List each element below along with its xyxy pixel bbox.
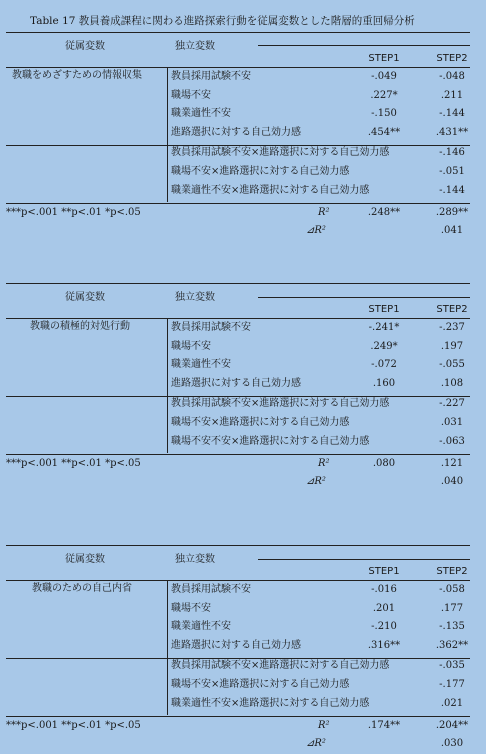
independent-variable: 職場不安×進路選択に対する自己効力感 (171, 679, 350, 690)
step1-coefficient: -.016 (371, 584, 397, 595)
significance-note: ***p<.001 **p<.01 *p<.05 (6, 458, 141, 470)
r2-step1: .080 (372, 458, 396, 470)
dv-header: 従属変数 (65, 554, 105, 565)
iv-header: 独立変数 (175, 41, 215, 52)
independent-variable: 職業適性不安 (171, 359, 231, 371)
step1-coefficient: -.241* (368, 322, 400, 333)
delta-r2-label: ⊿R² (306, 476, 326, 488)
step-header-rule (258, 45, 470, 46)
step2-header: STEP2 (436, 304, 468, 315)
r2-step2: .204** (435, 720, 469, 732)
r2-step1: .248** (367, 207, 401, 219)
step2-coefficient: -.144 (439, 108, 465, 120)
independent-variable: 職場不安 (171, 602, 211, 614)
table-top-rule (6, 545, 470, 546)
step2-header: STEP2 (436, 53, 468, 64)
table-top-rule (6, 283, 470, 284)
independent-variable: 進路選択に対する自己効力感 (171, 377, 301, 389)
step1-header: STEP1 (368, 304, 400, 315)
step2-coefficient: .031 (440, 417, 464, 428)
delta-r2-label: ⊿R² (306, 225, 326, 237)
step2-coefficient: .177 (440, 602, 464, 614)
step1-header: STEP1 (368, 566, 400, 577)
independent-variable: 教員採用試験不安×進路選択に対する自己効力感 (171, 147, 390, 159)
column-divider (167, 68, 168, 202)
r2-label: R² (318, 207, 330, 219)
step2-coefficient: -.055 (439, 359, 465, 371)
step1-coefficient: -.210 (371, 621, 397, 633)
step1-coefficient: -.150 (371, 108, 397, 120)
step2-coefficient: -.237 (439, 322, 465, 333)
step1-coefficient: .160 (372, 377, 396, 389)
step2-coefficient: -.144 (439, 184, 465, 196)
independent-variable: 教員採用試験不安 (171, 584, 251, 595)
r2-step1: .174** (367, 720, 401, 732)
delta-r2-label: ⊿R² (306, 738, 326, 750)
step2-coefficient: .021 (440, 697, 464, 709)
step2-coefficient: -.146 (439, 147, 465, 159)
dv-header: 従属変数 (65, 292, 105, 303)
step2-coefficient: -.063 (439, 435, 465, 447)
stats-rule (6, 203, 470, 204)
step1-coefficient: .227* (370, 89, 398, 101)
independent-variable: 進路選択に対する自己効力感 (171, 126, 301, 138)
step-header-rule (258, 297, 470, 298)
header-bottom-rule (6, 580, 470, 581)
header-bottom-rule (6, 318, 470, 319)
independent-variable: 職場不安×進路選択に対する自己効力感 (171, 166, 350, 177)
independent-variable: 教員採用試験不安×進路選択に対する自己効力感 (171, 660, 390, 672)
r2-label: R² (318, 458, 330, 470)
step2-coefficient: -.058 (439, 584, 465, 595)
delta-r2-step2: .040 (440, 476, 464, 488)
dependent-variable-label: 教職のための自己内省 (32, 583, 132, 594)
step2-coefficient: -.051 (439, 166, 465, 177)
step1-coefficient: .454** (367, 126, 401, 138)
dv-header: 従属変数 (65, 41, 105, 52)
step2-header: STEP2 (436, 566, 468, 577)
independent-variable: 教員採用試験不安 (171, 322, 251, 333)
iv-header: 独立変数 (175, 554, 215, 565)
step1-coefficient: -.072 (371, 359, 397, 371)
independent-variable: 職場不安×進路選択に対する自己効力感 (171, 417, 350, 428)
column-divider (167, 319, 168, 453)
independent-variable: 職業適性不安 (171, 621, 231, 633)
step1-coefficient: .201 (372, 602, 396, 614)
step2-coefficient: .197 (440, 340, 464, 352)
table-top-rule (6, 32, 470, 33)
stats-rule (6, 716, 470, 717)
step2-coefficient: .108 (440, 377, 464, 389)
independent-variable: 進路選択に対する自己効力感 (171, 639, 301, 651)
column-divider (167, 581, 168, 715)
stats-rule (6, 454, 470, 455)
delta-r2-step2: .041 (440, 225, 464, 237)
step2-coefficient: .211 (440, 89, 464, 101)
independent-variable: 職業適性不安 (171, 108, 231, 120)
delta-r2-step2: .030 (440, 738, 464, 750)
significance-note: ***p<.001 **p<.01 *p<.05 (6, 720, 141, 732)
dependent-variable-label: 教職の積極的対処行動 (30, 321, 130, 332)
step-header-rule (258, 559, 470, 560)
step1-coefficient: -.049 (371, 71, 397, 82)
step1-coefficient: .316** (367, 639, 401, 651)
step2-coefficient: -.035 (439, 660, 465, 672)
independent-variable: 職場不安 (171, 340, 211, 352)
independent-variable: 職場不安不安×進路選択に対する自己効力感 (171, 435, 370, 447)
step1-coefficient: .249* (370, 340, 398, 352)
independent-variable: 職業適性不安×進路選択に対する自己効力感 (171, 184, 370, 196)
step2-coefficient: -.227 (439, 398, 465, 410)
iv-header: 独立変数 (175, 292, 215, 303)
step2-coefficient: .431** (435, 126, 469, 138)
independent-variable: 教員採用試験不安 (171, 71, 251, 82)
significance-note: ***p<.001 **p<.01 *p<.05 (6, 207, 141, 219)
step2-coefficient: .362** (435, 639, 469, 651)
r2-step2: .289** (435, 207, 469, 219)
step2-coefficient: -.135 (439, 621, 465, 633)
step2-coefficient: -.177 (439, 679, 465, 690)
dependent-variable-label: 教職をめざすための情報収集 (12, 70, 142, 81)
r2-label: R² (318, 720, 330, 732)
independent-variable: 職業適性不安×進路選択に対する自己効力感 (171, 697, 370, 709)
step1-header: STEP1 (368, 53, 400, 64)
header-bottom-rule (6, 67, 470, 68)
table-title: Table 17 教員養成課程に関わる進路探索行動を従属変数とした階層的重回帰分析 (30, 15, 415, 27)
independent-variable: 職場不安 (171, 89, 211, 101)
independent-variable: 教員採用試験不安×進路選択に対する自己効力感 (171, 398, 390, 410)
r2-step2: .121 (440, 458, 464, 470)
step2-coefficient: -.048 (439, 71, 465, 82)
